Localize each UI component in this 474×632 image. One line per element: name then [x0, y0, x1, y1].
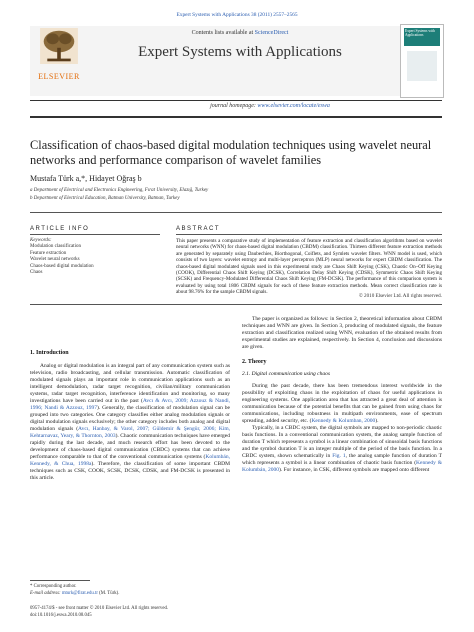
article-authors: Mustafa Türk a,*, Hidayet Oğraş b: [30, 174, 142, 183]
footnote-rule: [30, 580, 90, 581]
header-rule: [30, 116, 442, 118]
journal-reference[interactable]: Expert Systems with Applications 38 (2011) 2557–2565: [176, 12, 298, 18]
email-link[interactable]: mturk@firat.edu.tr: [61, 591, 98, 596]
email-label: E-mail address:: [30, 591, 62, 596]
citation-link[interactable]: Kennedy & Kolumbán, 2000: [242, 460, 442, 473]
article-title: Classification of chaos-based digital modulation techniques using wavelet neural networks and performance comparison of wavelet families: [30, 138, 432, 167]
email-suffix: (M. Türk).: [97, 591, 120, 596]
journal-banner: [30, 26, 440, 96]
citation-link[interactable]: Avcı & Avcı, 2009; Azzouz & Nandi, 1996; Nandi & Azzouz, 1997: [30, 398, 230, 411]
theory-heading: 2. Theory: [242, 359, 267, 365]
corresponding-author-note: * Corresponding author.: [30, 584, 77, 589]
keywords-label: Keywords:: [30, 238, 52, 243]
citation-link[interactable]: Avcı, Hanbay, & Varol, 2007; Güldemir & Şengür, 2006; Kim, Kehtarnavaz, Yeary, & Thornton, 2003: [30, 426, 230, 439]
theory-text: Typically, in a CBDC system, the digital symbols are mapped to non-periodic chaotic basis functions. In a conventional communication system, the analog sample function of duration T which represents a symbol is a linear combination of sinusoidal basis functions and the symbol duration T is an integer multiple of the period of the basis function. In a CBDC system, shown schematically in: [242, 425, 442, 459]
theory-paragraph-2: [242, 425, 442, 474]
journal-cover: [400, 24, 444, 98]
citation-link[interactable]: Kennedy & Kolumban, 2000: [311, 418, 376, 424]
affiliation-b: b Department of Electrical Education, Batman University, Batman, Turkey: [30, 196, 180, 201]
keyword-item: Chaos-based digital modulation: [30, 263, 94, 269]
publisher-name: ELSEVIER: [38, 72, 80, 81]
theory-paragraph-1: [242, 383, 442, 425]
keyword-item: Modulation classification: [30, 244, 81, 250]
theory-subheading: 2.1. Digital communication using chaos: [242, 371, 330, 377]
left-column: [30, 350, 230, 482]
keyword-item: Wavelet neural networks: [30, 257, 80, 263]
journal-homepage: [150, 103, 390, 109]
abstract-text: This paper presents a comparative study of implementation of feature extraction and classification algorithms based on wavelet neural networks (WNN) for chaos-based digital modulation (CBDM) classification. Thirteen different feature extraction methods are generated by separately using Daubechies, Biorthogonal, Coiflets, and Symlets wavelet filters. WNN model is used, which consists of two layers: wavelet entropy and multi-layer perceptron (MLP) neural networks for expert CBDM classification. The chaos-based digital modulated signals used in this experimental study are Chaos Shift Keying (CSK), Chaotic On–Off Keying (COOK), Differential Chaos Shift Keying (DCSK), Correlation Delay Shift Keying (CDSK), Symmetric Chaos Shift Keying (SCSK) and Frequency-Modulated Differential Chaos Shift Keying (FM-DCSK). The performance of this comparison system is evaluated by using total 1806 CBDM signals for each of these feature extraction methods. Mean correct classification rate is about 98.76% for the sample CBDM signals.: [176, 238, 442, 296]
affiliation-a: a Department of Electrical and Electronics Engineering, Fırat University, Elazığ, Turkey: [30, 188, 209, 193]
intro-text: ). Chaotic communication techniques have emerged rapidly during the last decade, and much research effort has been devoted to the development of chaos-based digital communication (CBDC) systems that can achieve performance comparable to that of the conventional communication systems (: [30, 433, 230, 460]
issn-line: 0957-4174/$ - see front matter © 2010 Elsevier Ltd. All rights reserved.: [30, 606, 169, 611]
introduction-paragraph: [30, 363, 230, 482]
keywords-block: [30, 238, 160, 276]
email-note: [30, 591, 230, 596]
theory-text: ).: [375, 418, 379, 424]
elsevier-tree-icon: [38, 28, 80, 64]
keyword-item: Chaos: [30, 270, 43, 276]
figure-link[interactable]: Fig. 1: [332, 453, 346, 459]
theory-text: During the past decade, there has been tremendous interest worldwide in the possibility of exploiting chaos in the exploitation of chaos for useful applications in engineering systems. One application area that has attracted a great deal of attention is communication because of the potential benefits that can be gained from using chaos for communications, including robustness in multipath environments, ease of spectrum spreading, added security, etc. (: [242, 383, 442, 424]
organization-paragraph: The paper is organized as follows: in Section 2, theoretical information about CBDM techniques and WNN are given. In Section 3, producing of modulated signals, the feature extraction and classification realized using WNN, evaluation of the obtained results from experimental studies are explained, respectively. In Section 4, conclusion and discussions are given.: [242, 316, 442, 350]
keyword-item: Feature extraction: [30, 250, 67, 256]
article-info-label: ARTICLE INFO: [30, 226, 90, 232]
homepage-prefix: journal homepage:: [210, 103, 258, 109]
cover-title: Expert Systems with Applications: [405, 29, 435, 37]
intro-text: ). Generally, the classification of modulation signal can be grouped into two categories. One category classifies either analog modulation signals or digital modulation signals exclusively; the other category includes both analog and digital modulation signals (: [30, 405, 230, 432]
journal-name: Expert Systems with Applications: [138, 44, 342, 60]
copyright-notice: © 2010 Elsevier Ltd. All rights reserved.: [358, 293, 442, 299]
abstract-bottom-rule: [30, 304, 442, 305]
theory-text: ). For instance, in CSK, different symbols are mapped onto different: [278, 467, 430, 473]
intro-text: ). Therefore, the classification of some important CBDM techniques such as CSK, COOK, SCSK, DCSK, CDSK, and FM-DCSK is presented in this article.: [30, 461, 231, 481]
contents-line: [120, 30, 360, 36]
abstract-label: ABSTRACT: [176, 226, 221, 232]
elsevier-logo: [30, 24, 88, 96]
banner-rule: [30, 100, 442, 101]
abstract-rule: [176, 234, 442, 235]
intro-text: Analog or digital modulation is an integral part of any communication system such as television, radio broadcasting, and cellular transmission. Automatic classification of modulated signals plays an important role in communication applications such as an intelligent demodulation, radar target recognition, civilian/military communication systems, radar target recognition, interference identification and monitoring, so many investigations have been carried out in the past (: [30, 363, 230, 404]
cover-image: [407, 51, 437, 81]
citation-link[interactable]: Kolumbán, Kennedy, & Chua, 1998a: [30, 454, 230, 467]
contents-prefix: Contents lists available at: [191, 30, 255, 36]
sciencedirect-link[interactable]: ScienceDirect: [254, 30, 289, 36]
right-column: [242, 316, 442, 474]
affiliation-rule: [30, 212, 442, 213]
introduction-heading: 1. Introduction: [30, 350, 69, 356]
homepage-link[interactable]: www.elsevier.com/locate/eswa: [257, 103, 330, 109]
theory-text: , the analog sample function of duration T which represents a symbol is a linear combination of chaotic basis function (: [242, 453, 442, 466]
doi-link[interactable]: doi:10.1016/j.eswa.2010.08.045: [30, 613, 92, 618]
article-info-rule: [30, 234, 160, 235]
